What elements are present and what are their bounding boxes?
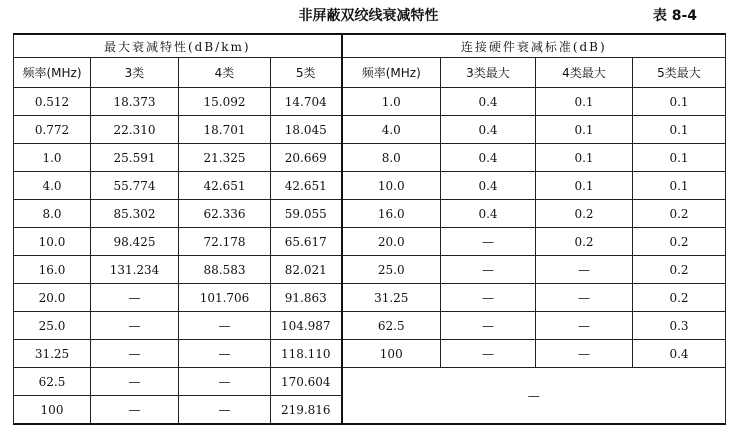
table-title: 非屏蔽双绞线衰减特性: [298, 8, 439, 24]
right-col-header: 5类最大: [633, 58, 726, 88]
table-cell: 16.0: [14, 256, 91, 284]
table-cell: 0.1: [633, 88, 726, 116]
table-cell: —: [441, 228, 536, 256]
table-cell: —: [441, 312, 536, 340]
left-col-header: 4类: [179, 58, 271, 88]
table-cell: 65.617: [271, 228, 342, 256]
table-cell: 14.704: [271, 88, 342, 116]
table-cell: 72.178: [179, 228, 271, 256]
table-row: [14, 200, 726, 228]
table-cell: 0.1: [536, 116, 633, 144]
table-cell: 25.591: [91, 144, 179, 172]
table-cell: 0.1: [536, 172, 633, 200]
table-cell: 59.055: [271, 200, 342, 228]
table-cell: 0.772: [14, 116, 91, 144]
table-cell: —: [441, 340, 536, 368]
table-cell: —: [179, 396, 271, 425]
table-cell: 15.092: [179, 88, 271, 116]
table-cell: 20.669: [271, 144, 342, 172]
table-cell: 101.706: [179, 284, 271, 312]
table-cell: 0.4: [441, 88, 536, 116]
table-cell: 25.0: [14, 312, 91, 340]
right-col-header: 3类最大: [441, 58, 536, 88]
table-row: [14, 312, 726, 340]
table-cell: 4.0: [14, 172, 91, 200]
table-row: [14, 284, 726, 312]
merged-empty-cell: —: [342, 368, 726, 425]
table-cell: 100: [14, 396, 91, 425]
table-cell: 219.816: [271, 396, 342, 425]
left-col-header: 5类: [271, 58, 342, 88]
table-cell: 62.336: [179, 200, 271, 228]
table-cell: 0.2: [633, 284, 726, 312]
table-cell: 18.373: [91, 88, 179, 116]
table-cell: 8.0: [342, 144, 441, 172]
table-cell: 25.0: [342, 256, 441, 284]
table-row: [14, 368, 726, 396]
table-cell: 170.604: [271, 368, 342, 396]
table-cell: —: [536, 256, 633, 284]
table-cell: 1.0: [342, 88, 441, 116]
table-row: [14, 172, 726, 200]
table-cell: 1.0: [14, 144, 91, 172]
table-cell: —: [91, 312, 179, 340]
table-cell: 31.25: [14, 340, 91, 368]
table-cell: 131.234: [91, 256, 179, 284]
table-cell: 18.045: [271, 116, 342, 144]
table-row: [14, 116, 726, 144]
table-cell: 0.4: [441, 144, 536, 172]
table-cell: 31.25: [342, 284, 441, 312]
table-row: [14, 228, 726, 256]
table-cell: 55.774: [91, 172, 179, 200]
table-cell: 0.512: [14, 88, 91, 116]
right-col-header: 频率(MHz): [342, 58, 441, 88]
table-row: [14, 88, 726, 116]
right-group-header: 连接硬件衰减标准(dB): [342, 34, 726, 58]
table-cell: 100: [342, 340, 441, 368]
table-cell: 0.4: [441, 172, 536, 200]
table-cell: —: [179, 368, 271, 396]
left-col-header: 频率(MHz): [14, 58, 91, 88]
table-cell: —: [536, 340, 633, 368]
table-cell: 20.0: [14, 284, 91, 312]
table-cell: 0.4: [441, 116, 536, 144]
table-cell: 118.110: [271, 340, 342, 368]
table-cell: 0.2: [536, 228, 633, 256]
table-cell: —: [536, 284, 633, 312]
table-cell: 104.987: [271, 312, 342, 340]
table-cell: —: [91, 284, 179, 312]
table-cell: 0.1: [633, 172, 726, 200]
table-cell: 0.3: [633, 312, 726, 340]
table-cell: —: [91, 368, 179, 396]
table-cell: 42.651: [179, 172, 271, 200]
table-cell: 18.701: [179, 116, 271, 144]
table-row: [14, 256, 726, 284]
table-cell: 82.021: [271, 256, 342, 284]
table-cell: —: [441, 284, 536, 312]
table-cell: 91.863: [271, 284, 342, 312]
left-col-header: 3类: [91, 58, 179, 88]
table-cell: 16.0: [342, 200, 441, 228]
table-cell: 4.0: [342, 116, 441, 144]
right-col-header: 4类最大: [536, 58, 633, 88]
left-group-header: 最大衰减特性(dB/km): [14, 34, 342, 58]
table-cell: 0.1: [536, 88, 633, 116]
table-cell: 21.325: [179, 144, 271, 172]
table-cell: 0.4: [441, 200, 536, 228]
attenuation-table: [13, 33, 726, 425]
table-cell: 0.4: [633, 340, 726, 368]
table-cell: 62.5: [342, 312, 441, 340]
table-row: [14, 340, 726, 368]
table-cell: 8.0: [14, 200, 91, 228]
table-cell: 88.583: [179, 256, 271, 284]
table-cell: —: [441, 256, 536, 284]
table-cell: 20.0: [342, 228, 441, 256]
table-cell: —: [179, 312, 271, 340]
table-cell: 10.0: [342, 172, 441, 200]
table-cell: 98.425: [91, 228, 179, 256]
table-cell: 0.2: [633, 200, 726, 228]
table-cell: 62.5: [14, 368, 91, 396]
table-cell: 85.302: [91, 200, 179, 228]
table-cell: 0.1: [633, 116, 726, 144]
table-cell: 0.1: [536, 144, 633, 172]
table-cell: 10.0: [14, 228, 91, 256]
table-cell: —: [91, 396, 179, 425]
table-cell: 42.651: [271, 172, 342, 200]
table-row: [14, 144, 726, 172]
table-cell: 0.2: [633, 256, 726, 284]
table-cell: 0.2: [633, 228, 726, 256]
table-cell: —: [536, 312, 633, 340]
table-cell: 0.2: [536, 200, 633, 228]
table-cell: —: [179, 340, 271, 368]
table-cell: 0.1: [633, 144, 726, 172]
table-number: 表 8-4: [652, 8, 697, 24]
table-cell: —: [91, 340, 179, 368]
table-cell: 22.310: [91, 116, 179, 144]
